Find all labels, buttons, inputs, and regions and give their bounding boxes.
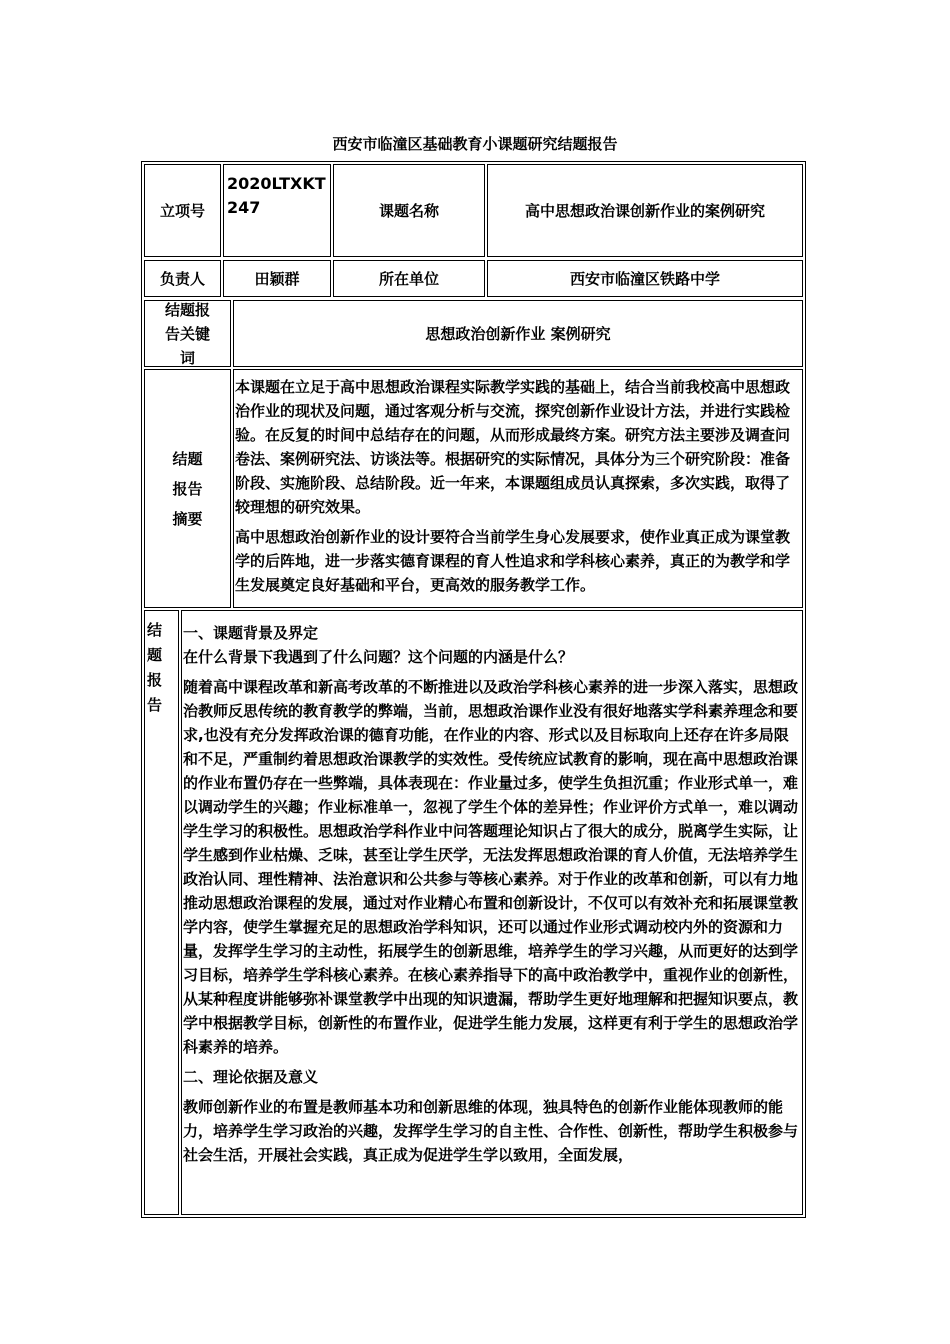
section-heading: 二、理论依据及意义 <box>183 1068 319 1086</box>
summary-paragraph: 本课题在立足于高中思想政治课程实际教学实践的基础上，结合当前我校高中思想政治作业的现状及问题，通过客观分析与交流，探究创新作业设计方法，并进行实践检验。在反复的时间中总结存在的问题，从而形成最终方案。研究方法主要涉及调查问卷法、案例研究法、访谈法等。根据研究的实际情况，具体分为三个研究阶段：准备阶段、实施阶段、总结阶段。近一年来，本课题组成员认真探索，多次实践，取得了较理想的研究效果。 <box>235 378 791 516</box>
section-body: 随着高中课程改革和新高考改革的不断推进以及政治学科核心素养的进一步深入落实，思想政治教师反思传统的教育教学的弊端，当前，思想政治课作业没有很好地落实学科素养理念和要求,也没有充分发挥政治课的德育功能，在作业的内容、形式以及目标取向上还存在许多局限和不足，严重制约着思想政治课教学的实效性。受传统应试教育的影响，现在高中思想政治课的作业布置仍存在一些弊端，具体表现在：作业量过多，使学生负担沉重；作业形式单一，难以调动学生的兴趣；作业标准单一，忽视了学生个体的差异性；作业评价方式单一，难以调动学生学习的积极性。思想政治学科作业中问答题理论知识占了很大的成分，脱离学生实际，让学生感到作业枯燥、乏味，甚至让学生厌学，无法发挥思想政治课的育人价值，无法培养学生政治认同、理性精神、法治意识和公共参与等核心素养。对于作业的改革和创新，可以有力地推动思想政治课程的发展，通过对作业精心布置和创新设计，不仅可以有效补充和拓展课堂教学内容，使学生掌握充足的思想政治学科知识，还可以通过作业形式调动校内外的资源和力量，发挥学生学习的主动性，拓展学生的创新思维，培养学生的学习兴趣，从而更好的达到学习目标，培养学生学科核心素养。在核心素养指导下的高中政治教学中，重视作业的创新性，从某种程度讲能够弥补课堂教学中出现的知识遗漏，帮助学生更好地理解和把握知识要点，教学中根据教学目标，创新性的布置作业，促进学生能力发展，这样更有利于学生的思想政治学科素养的培养。 <box>183 678 799 1056</box>
section-body: 教师创新作业的布置是教师基本功和创新思维的体现，独具特色的创新作业能体现教师的能力，培养学生学习政治的兴趣，发挥学生学习的自主性、合作性、创新性，帮助学生积极参与社会生活，开展社会实践，真正成为促进学生学以致用，全面发展， <box>183 1098 799 1164</box>
unit-value: 西安市临潼区铁路中学 <box>487 260 803 297</box>
document-title: 西安市临潼区基础教育小课题研究结题报告 <box>332 135 618 153</box>
project-number-value: 2020LTXKT247 <box>223 164 331 257</box>
section-heading: 一、课题背景及界定 <box>183 624 319 642</box>
leader-value: 田颖群 <box>223 260 331 297</box>
section-question: 在什么背景下我遇到了什么问题？这个问题的内涵是什么？ <box>183 648 574 666</box>
keywords-label: 结题报告关键词 <box>144 300 231 367</box>
keywords-value: 思想政治创新作业 案例研究 <box>233 300 803 367</box>
project-number-label: 立项号 <box>144 164 221 257</box>
topic-name-label: 课题名称 <box>333 164 485 257</box>
summary-paragraph: 高中思想政治创新作业的设计要符合当前学生身心发展要求，使作业真正成为课堂教学的后阵地，进一步落实德育课程的育人性追求和学科核心素养，真正的为教学和学生发展奠定良好基础和平台，更高效的服务教学工作。 <box>235 528 791 594</box>
report-label: 结题报告 <box>144 610 179 1215</box>
topic-name-value: 高中思想政治课创新作业的案例研究 <box>487 164 803 257</box>
report-form-table <box>141 161 806 1218</box>
summary-label: 结题报告摘要 <box>144 369 231 608</box>
leader-label: 负责人 <box>144 260 221 297</box>
report-content <box>181 610 803 1215</box>
summary-content <box>233 369 803 608</box>
unit-label: 所在单位 <box>333 260 485 297</box>
